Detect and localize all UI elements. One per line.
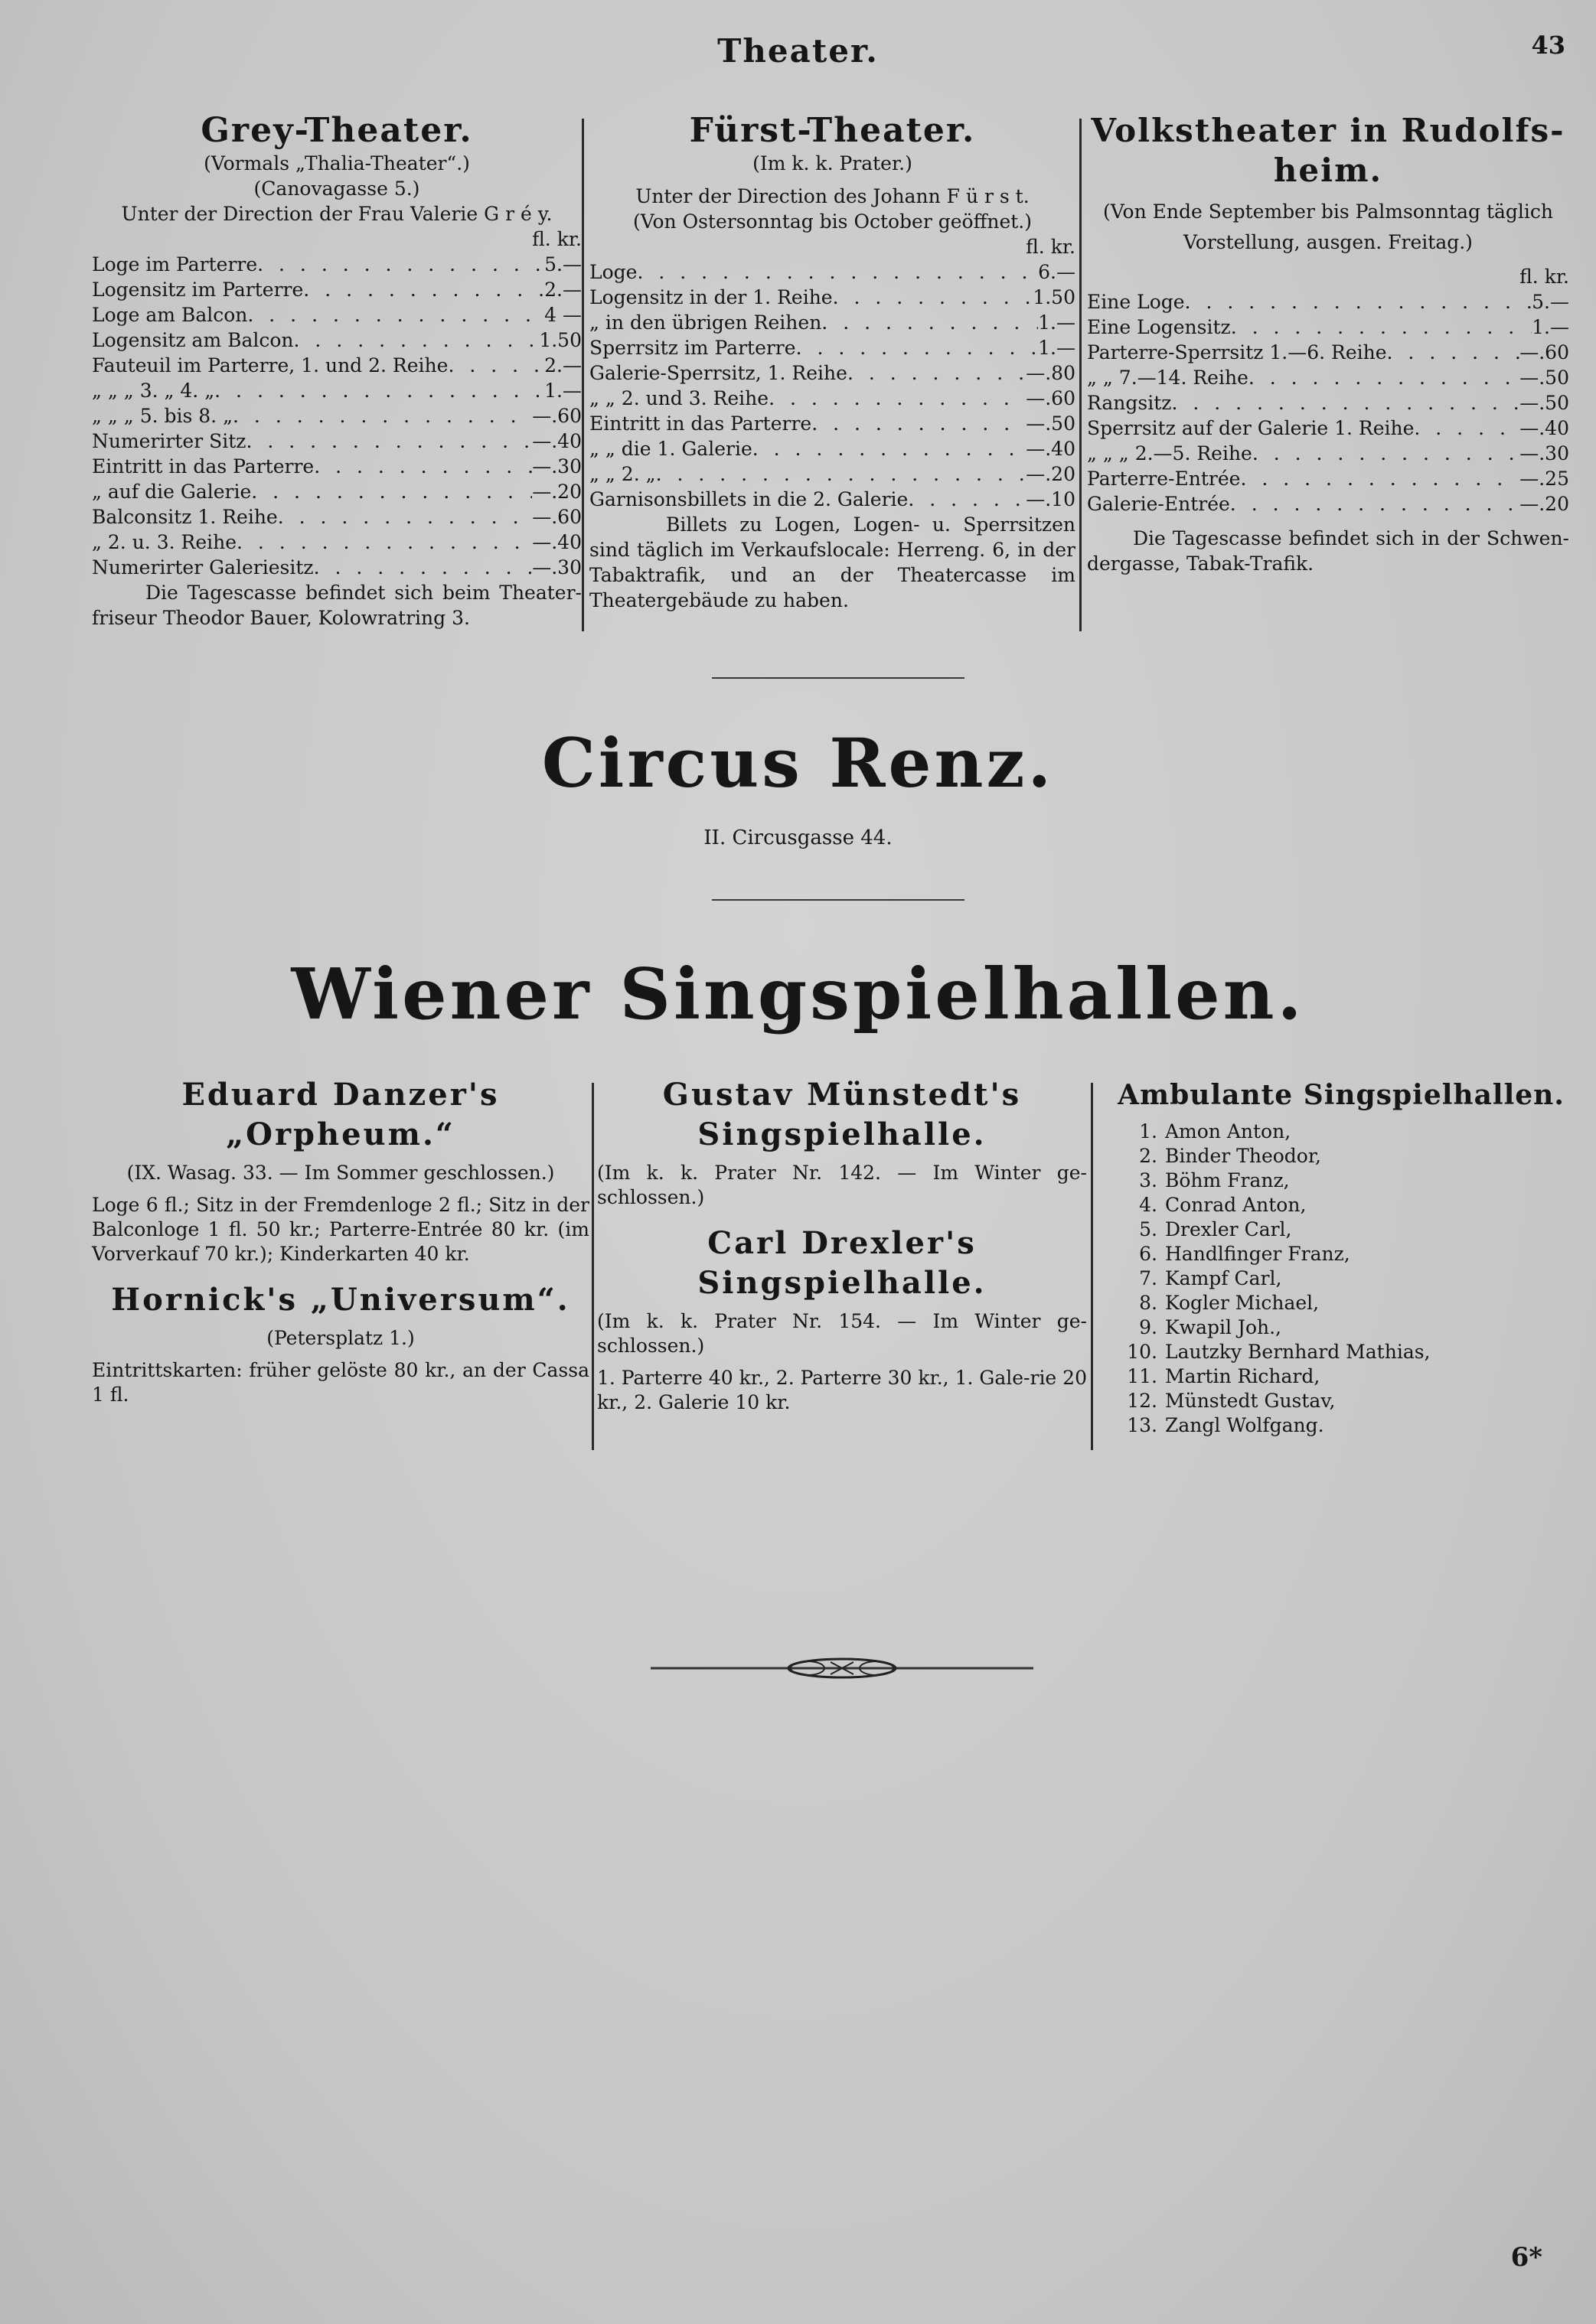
leader-dots [448, 353, 544, 378]
list-item-name: Kogler Michael, [1165, 1292, 1320, 1314]
leader-dots [833, 285, 1033, 310]
price-label: Eine Logensitz [1087, 316, 1231, 338]
fuerst-theater-section [589, 111, 1075, 613]
column-rule [582, 119, 584, 631]
leader-dots [1185, 289, 1532, 315]
price-value: —.30 [532, 556, 582, 579]
price-row [589, 436, 1075, 461]
ornament-divider [651, 1653, 1033, 1684]
orpheum-title: „Orpheum.“ [226, 1116, 455, 1152]
leader-dots [314, 454, 532, 479]
price-row [92, 403, 582, 429]
list-item-number: 9. [1139, 1316, 1157, 1338]
price-value: 1.— [1038, 337, 1075, 359]
fuerst-currency: fl. kr. [1026, 236, 1075, 258]
price-label: Numerirter Sitz [92, 430, 246, 452]
price-label: Loge [589, 261, 638, 283]
danzer-address: (IX. Wasag. 33. — Im Sommer geschlossen.) [126, 1162, 555, 1184]
price-value: 4 — [544, 304, 582, 326]
list-item [1096, 1242, 1586, 1266]
list-item [1096, 1193, 1586, 1217]
price-row [589, 310, 1075, 335]
price-row [589, 386, 1075, 411]
price-label: „ „ „ 2.—5. Reihe [1087, 442, 1252, 464]
volkstheater-title: Volkstheater in Rudolfs-heim. [1091, 112, 1565, 189]
leader-dots [847, 360, 1026, 386]
price-value: 1.50 [539, 329, 582, 351]
price-label: Eintritt in das Parterre [589, 412, 812, 435]
circus-renz-title: Circus Renz. [541, 723, 1055, 803]
price-value: —.50 [1519, 392, 1569, 414]
price-label: „ 2. u. 3. Reihe [92, 531, 237, 553]
list-item-name: Amon Anton, [1165, 1120, 1291, 1142]
danzer-prices: Loge 6 fl.; Sitz in der Fremdenloge 2 fl.; Sitz in der Balconloge 1 fl. 50 kr.; Parterre-Entrée 80 kr. (im Vorverkauf 70 kr.); Kinderkarten 40 kr. [92, 1194, 589, 1265]
list-item-number: 10. [1127, 1341, 1157, 1363]
volkstheater-note: Die Tagescasse befindet sich in der Schwen-dergasse, Tabak-Trafik. [1087, 527, 1569, 575]
column-rule [1079, 119, 1082, 631]
price-value: —.40 [532, 531, 582, 553]
fuerst-theater-title: Fürst-Theater. [689, 111, 976, 150]
list-item-number: 13. [1127, 1414, 1157, 1436]
leader-dots [656, 461, 1026, 487]
price-label: Galerie-Sperrsitz, 1. Reihe [589, 362, 847, 384]
ambulant-section [1096, 1075, 1586, 1438]
price-label: Galerie-Entrée [1087, 493, 1230, 515]
leader-dots [233, 403, 532, 429]
price-label: Parterre-Entrée [1087, 468, 1241, 490]
section-rule [712, 899, 964, 901]
price-row [1087, 289, 1569, 315]
price-row [1087, 441, 1569, 466]
list-item-number: 5. [1139, 1218, 1157, 1240]
price-value: —.60 [532, 405, 582, 427]
price-row [92, 555, 582, 580]
price-row [1087, 416, 1569, 441]
price-value: —.40 [1026, 438, 1075, 460]
grey-price-list [92, 252, 582, 580]
price-value: —.25 [1519, 468, 1569, 490]
ambulant-title: Ambulante Singspielhallen. [1118, 1079, 1565, 1111]
grey-note: Die Tagescasse befindet sich beim Theater-friseur Theodor Bauer, Kolowratring 3. [92, 582, 582, 629]
price-label: Rangsitz [1087, 392, 1172, 414]
list-item-number: 2. [1139, 1145, 1157, 1167]
price-row [92, 378, 582, 403]
danzer-title: Eduard Danzer's [181, 1077, 500, 1113]
price-label: Sperrsitz auf der Galerie 1. Reihe [1087, 417, 1415, 439]
leader-dots [637, 259, 1038, 285]
list-item-name: Zangl Wolfgang. [1165, 1414, 1324, 1436]
price-label: „ „ die 1. Galerie [589, 438, 752, 460]
price-label: Garnisonsbillets in die 2. Galerie [589, 488, 909, 510]
price-label: Parterre-Sperrsitz 1.—6. Reihe [1087, 341, 1387, 363]
list-item [1096, 1120, 1586, 1144]
column-rule [592, 1083, 594, 1450]
price-row [1087, 340, 1569, 365]
price-row [92, 252, 582, 277]
list-item [1096, 1169, 1586, 1193]
price-label: „ „ 2. und 3. Reihe [589, 387, 769, 409]
price-value: —.20 [1026, 463, 1075, 485]
fuerst-season: (Von Ostersonntag bis October geöffnet.) [632, 210, 1033, 233]
running-head: Theater. [717, 32, 879, 70]
price-value: —.80 [1026, 362, 1075, 384]
price-row [589, 411, 1075, 436]
price-value: —.60 [532, 506, 582, 528]
price-label: Loge im Parterre [92, 253, 258, 275]
price-value: —.30 [532, 455, 582, 478]
leader-dots [237, 530, 532, 555]
leader-dots [251, 479, 532, 504]
column-rule [1091, 1083, 1093, 1450]
volkstheater-currency: fl. kr. [1519, 266, 1569, 288]
singspielhallen-title: Wiener Singspielhallen. [291, 953, 1305, 1035]
list-item-name: Binder Theodor, [1165, 1145, 1321, 1167]
leader-dots [257, 252, 544, 277]
list-item [1096, 1364, 1586, 1389]
price-label: „ auf die Galerie [92, 481, 252, 503]
leader-dots [303, 277, 544, 302]
leader-dots [1171, 390, 1519, 416]
price-value: 2.— [544, 354, 582, 376]
leader-dots [278, 504, 533, 530]
price-row [589, 285, 1075, 310]
price-label: Loge am Balcon [92, 304, 248, 326]
price-row [92, 328, 582, 353]
list-item-name: Münstedt Gustav, [1165, 1390, 1336, 1412]
price-label: Logensitz in der 1. Reihe [589, 286, 833, 308]
list-item-name: Lautzky Bernhard Mathias, [1165, 1341, 1431, 1363]
price-row [92, 504, 582, 530]
fuerst-price-list [589, 259, 1075, 512]
signature-mark: 6* [1510, 2242, 1542, 2273]
ambulant-list [1096, 1120, 1586, 1438]
grey-direction: Unter der Direction der Frau Valerie G r é y. [121, 203, 553, 225]
leader-dots [1231, 315, 1532, 340]
price-row [92, 353, 582, 378]
list-item-number: 12. [1127, 1390, 1157, 1412]
leader-dots [1252, 441, 1519, 466]
list-item [1096, 1291, 1586, 1315]
leader-dots [314, 555, 533, 580]
leader-dots [294, 328, 540, 353]
leader-dots [214, 378, 544, 403]
leader-dots [752, 436, 1026, 461]
price-label: Logensitz am Balcon [92, 329, 294, 351]
price-label: „ „ „ 5. bis 8. „ [92, 405, 233, 427]
price-label: „ „ 7.—14. Reihe [1087, 367, 1248, 389]
circus-renz-address: II. Circusgasse 44. [703, 826, 893, 849]
price-row [92, 530, 582, 555]
price-value: —.40 [1519, 417, 1569, 439]
muenstedt-address: (Im k. k. Prater Nr. 142. — Im Winter ge-schlossen.) [597, 1162, 1087, 1208]
list-item-number: 1. [1139, 1120, 1157, 1142]
list-item-name: Conrad Anton, [1165, 1194, 1307, 1216]
price-value: 1.— [1038, 311, 1075, 334]
danzer-orpheum-section [92, 1075, 589, 1407]
price-value: —.10 [1026, 488, 1075, 510]
price-label: Eintritt in das Parterre [92, 455, 315, 478]
price-label: Logensitz im Parterre [92, 279, 304, 301]
leader-dots [796, 335, 1039, 360]
price-label: „ „ „ 3. „ 4. „ [92, 380, 215, 402]
leader-dots [821, 310, 1038, 335]
list-item-name: Drexler Carl, [1165, 1218, 1292, 1240]
list-item [1096, 1315, 1586, 1340]
list-item-name: Böhm Franz, [1165, 1169, 1290, 1191]
leader-dots [811, 411, 1026, 436]
drexler-prices: 1. Parterre 40 kr., 2. Parterre 30 kr., 1. Gale-rie 20 kr., 2. Galerie 10 kr. [597, 1367, 1087, 1413]
price-row [589, 487, 1075, 512]
list-item-name: Kampf Carl, [1165, 1267, 1282, 1289]
drexler-subtitle: Singspielhalle. [697, 1265, 987, 1301]
list-item-number: 4. [1139, 1194, 1157, 1216]
fuerst-note: Billets zu Logen, Logen- u. Sperrsitzen sind täglich im Verkaufslocale: Herreng. 6, in der Tabaktrafik, und an der Theatercasse im Theatergebäude zu haben. [589, 513, 1075, 611]
list-item [1096, 1389, 1586, 1413]
price-value: 2.— [544, 279, 582, 301]
price-row [1087, 390, 1569, 416]
price-value: —.40 [532, 430, 582, 452]
leader-dots [1414, 416, 1519, 441]
hornick-title: Hornick's „Universum“. [111, 1282, 570, 1318]
leader-dots [1230, 491, 1519, 517]
price-label: Eine Loge [1087, 291, 1185, 313]
price-value: 1.— [1532, 316, 1569, 338]
list-item-name: Handlfinger Franz, [1165, 1243, 1350, 1265]
list-item-number: 7. [1139, 1267, 1157, 1289]
price-row [1087, 315, 1569, 340]
list-item [1096, 1266, 1586, 1291]
price-value: —.20 [532, 481, 582, 503]
price-row [92, 479, 582, 504]
grey-former-name: (Vormals „Thalia-Theater“.) [204, 152, 470, 174]
price-value: —.60 [1026, 387, 1075, 409]
hornick-prices: Eintrittskarten: früher gelöste 80 kr., an der Cassa 1 fl. [92, 1359, 589, 1406]
leader-dots [246, 429, 532, 454]
price-row [92, 302, 582, 328]
price-row [1087, 365, 1569, 390]
price-value: —.50 [1026, 412, 1075, 435]
list-item-number: 6. [1139, 1243, 1157, 1265]
volkstheater-section [1087, 111, 1569, 576]
price-value: 5.— [544, 253, 582, 275]
fuerst-direction: Unter der Direction des Johann F ü r s t. [635, 185, 1030, 207]
list-item-name: Kwapil Joh., [1165, 1316, 1281, 1338]
list-item-number: 8. [1139, 1292, 1157, 1314]
list-item-name: Martin Richard, [1165, 1365, 1320, 1387]
list-item [1096, 1217, 1586, 1242]
muenstedt-subtitle: Singspielhalle. [697, 1116, 987, 1152]
price-label: Balconsitz 1. Reihe [92, 506, 278, 528]
leader-dots [247, 302, 544, 328]
grey-currency: fl. kr. [532, 228, 582, 250]
list-item [1096, 1413, 1586, 1438]
page-number: 43 [1531, 31, 1565, 60]
volkstheater-season: (Von Ende September bis Palmsonntag täglich Vorstellung, ausgen. Freitag.) [1103, 200, 1553, 253]
grey-address: (Canovagasse 5.) [253, 178, 420, 200]
list-item-number: 11. [1127, 1365, 1157, 1387]
price-row [92, 277, 582, 302]
price-value: —.30 [1519, 442, 1569, 464]
fuerst-address: (Im k. k. Prater.) [752, 152, 912, 174]
price-row [92, 429, 582, 454]
price-value: 5.— [1532, 291, 1569, 313]
leader-dots [908, 487, 1026, 512]
list-item [1096, 1340, 1586, 1364]
price-label: Numerirter Galeriesitz [92, 556, 314, 579]
price-row [1087, 466, 1569, 491]
volkstheater-price-list [1087, 289, 1569, 517]
muenstedt-title: Gustav Münstedt's [662, 1077, 1022, 1113]
price-value: —.60 [1519, 341, 1569, 363]
leader-dots [1248, 365, 1519, 390]
leader-dots [1387, 340, 1520, 365]
price-label: „ in den übrigen Reihen [589, 311, 822, 334]
price-row [589, 335, 1075, 360]
price-value: 6.— [1038, 261, 1075, 283]
price-value: —.20 [1519, 493, 1569, 515]
price-row [1087, 491, 1569, 517]
price-value: 1.50 [1033, 286, 1075, 308]
price-label: Fauteuil im Parterre, 1. und 2. Reihe [92, 354, 449, 376]
price-value: —.50 [1519, 367, 1569, 389]
price-row [92, 454, 582, 479]
drexler-title: Carl Drexler's [707, 1225, 977, 1261]
leader-dots [1240, 466, 1519, 491]
leader-dots [769, 386, 1026, 411]
price-row [589, 360, 1075, 386]
hornick-address: (Petersplatz 1.) [266, 1327, 415, 1349]
price-value: 1.— [544, 380, 582, 402]
muenstedt-drexler-section [597, 1075, 1087, 1415]
price-row [589, 461, 1075, 487]
price-label: „ „ 2. „ [589, 463, 656, 485]
section-rule [712, 677, 964, 679]
price-row [589, 259, 1075, 285]
grey-theater-section [92, 111, 582, 631]
price-label: Sperrsitz im Parterre [589, 337, 796, 359]
list-item-number: 3. [1139, 1169, 1157, 1191]
grey-theater-title: Grey-Theater. [201, 111, 473, 150]
list-item [1096, 1144, 1586, 1169]
drexler-address: (Im k. k. Prater Nr. 154. — Im Winter ge-schlossen.) [597, 1310, 1087, 1357]
